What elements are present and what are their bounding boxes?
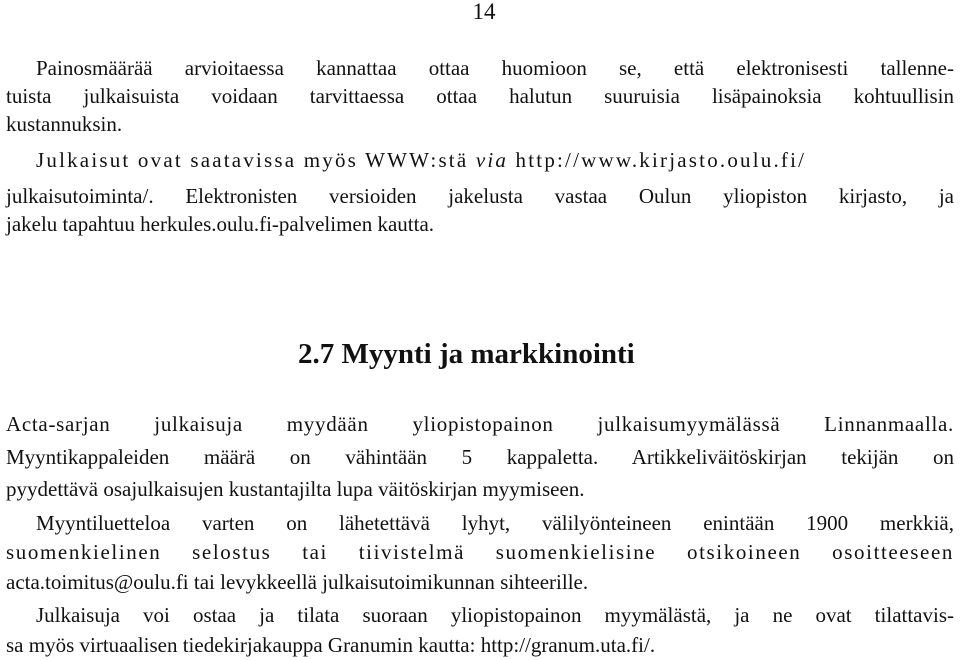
paragraph-1-line-2: tuista julkaisuista voidaan tarvittaessa ottaa halutun suuruisia lisäpainoksia kohtuullisin [6, 84, 954, 108]
page-number: 14 [472, 0, 496, 24]
paragraph-5-line-2: sa myös virtuaalisen tiedekirjakauppa Granumin kautta: http://granum.uta.fi/. [6, 633, 656, 657]
paragraph-1-line-1: Painosmäärää arvioitaessa kannattaa ottaa huomioon se, että elektronisesti tallenne- [36, 56, 954, 80]
paragraph-2-line-3: jakelu tapahtuu herkules.oulu.fi-palvelimen kautta. [6, 212, 435, 236]
paragraph-2-line-1 [36, 146, 954, 174]
paragraph-4-line-2: suomenkielinen selostus tai tiivistelmä suomenkielisine otsikoineen osoitteeseen [6, 540, 954, 564]
paragraph-5-line-1: Julkaisuja voi ostaa ja tilata suoraan yliopistopainon myymälästä, ja ne ovat tilattavis- [36, 603, 954, 627]
paragraph-2-line-1-start: Julkaisut ovat saatavissa myös WWW:stä [36, 148, 476, 172]
paragraph-2-line-2: julkaisutoiminta/. Elektronisten versioiden jakelusta vastaa Oulun yliopiston kirjasto, ja [6, 184, 954, 208]
paragraph-3-line-1: Acta-sarjan julkaisuja myydään yliopistopainon julkaisumyymälässä Linnanmaalla. [6, 412, 954, 436]
paragraph-3-line-3: pyydettävä osajulkaisujen kustantajilta lupa väitöskirjan myymiseen. [6, 477, 585, 501]
section-heading: 2.7 Myynti ja markkinointi [298, 338, 635, 370]
paragraph-4-line-3: acta.toimitus@oulu.fi tai levykkeellä julkaisutoimikunnan sihteerille. [6, 570, 589, 594]
paragraph-2-via: via [475, 148, 509, 172]
paragraph-4-line-1: Myyntiluetteloa varten on lähetettävä lyhyt, välilyönteineen enintään 1900 merkkiä, [36, 511, 954, 535]
paragraph-3-line-2: Myyntikappaleiden määrä on vähintään 5 kappaletta. Artikkeliväitöskirjan tekijän on [6, 445, 954, 469]
paragraph-2-url: http://www.kirjasto.oulu.fi/ [508, 148, 807, 172]
paragraph-1-line-3: kustannuksin. [6, 112, 123, 136]
